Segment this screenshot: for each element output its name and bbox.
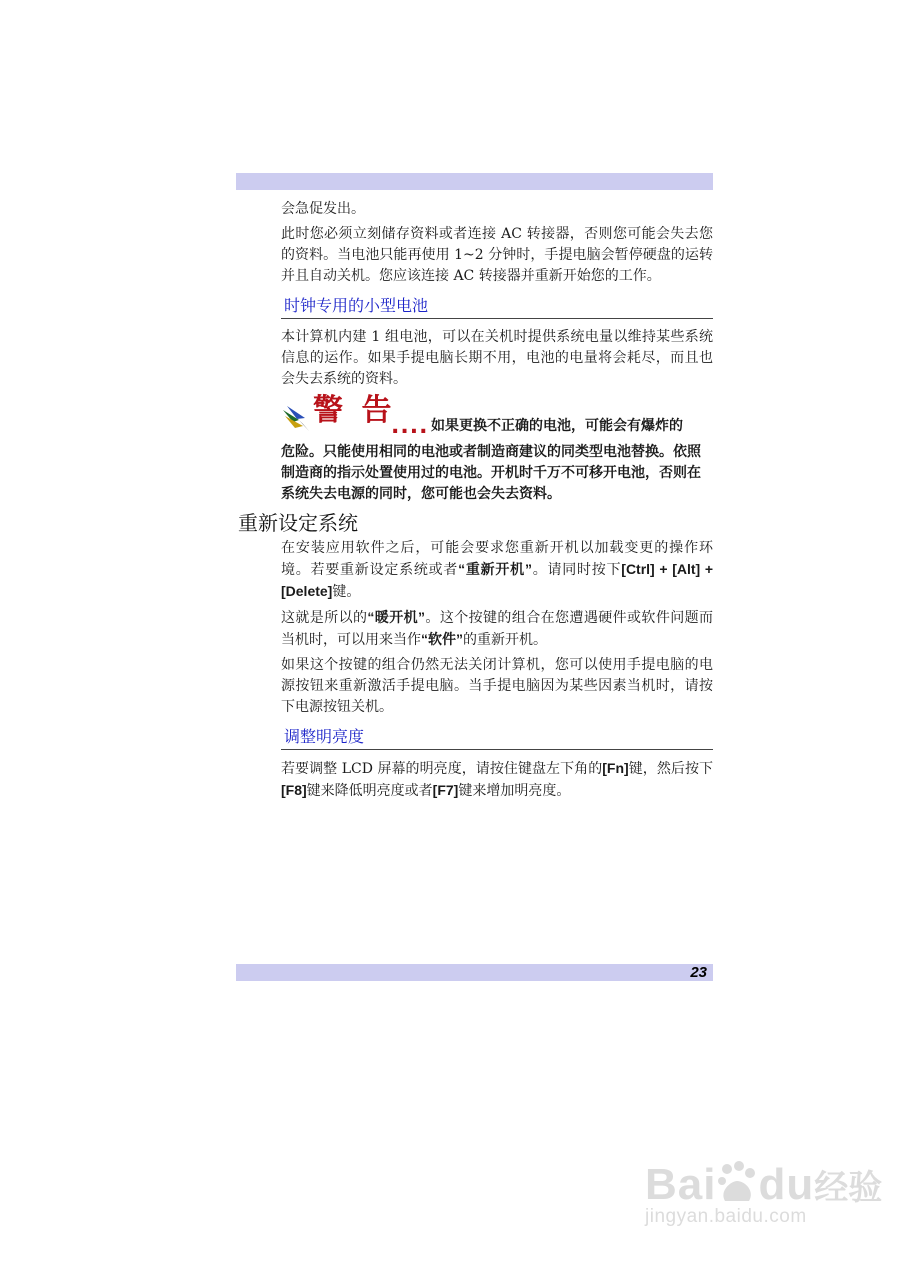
header-band	[236, 173, 713, 190]
paw-icon	[717, 1161, 757, 1205]
warning-label: 警 告	[313, 393, 396, 428]
baidu-watermark	[645, 1160, 882, 1228]
reset-content	[281, 538, 713, 806]
warning-arrows-icon	[281, 404, 311, 434]
watermark-logo-2: du	[758, 1160, 815, 1209]
watermark-cn: 经验	[814, 1168, 883, 1208]
clock-battery-heading: 时钟专用的小型电池	[281, 295, 713, 319]
page-number: 23	[690, 964, 707, 981]
warning-box	[281, 393, 713, 505]
reset-paragraph-3: 如果这个按键的组合仍然无法关闭计算机，您可以使用手提电脑的电源按钮来重新激活手提电脑。当手提电脑因为某些因素当机时，请按下电源按钮关机。	[281, 657, 713, 715]
intro-paragraph-2: 此时您必须立刻储存资料或者连接 AC 转接器，否则您可能会失去您的资料。当电池只能再使用 1~2 分钟时，手提电脑会暂停硬盘的运转并且自动关机。您应该连接 AC 转接器并重新开始您的工作。	[281, 226, 713, 284]
intro-paragraph-1: 会急促发出。	[281, 201, 365, 217]
warning-text-first: 如果更换不正确的电池，可能会有爆炸的	[431, 418, 683, 434]
reset-paragraph-1: 在安装应用软件之后，可能会要求您重新开机以加载变更的操作环境。若要重新设定系统或者“重新开机”。请同时按下[Ctrl] + [Alt] + [Delete]键。	[281, 540, 714, 600]
reset-paragraph-2: 这就是所以的“暖开机”。这个按键的组合在您遭遇硬件或软件问题而当机时，可以用来当作“软件”的重新开机。	[281, 609, 714, 648]
warning-text-rest: 危险。只能使用相同的电池或者制造商建议的同类型电池替换。依照制造商的指示处置使用过的电池。开机时千万不可移开电池，否则在系统失去电源的同时，您可能也会失去资料。	[281, 444, 701, 502]
footer-band	[236, 964, 713, 981]
warning-dots: ....	[391, 414, 429, 439]
reset-heading: 重新设定系统	[238, 511, 358, 535]
brightness-heading: 调整明亮度	[281, 726, 713, 750]
clock-battery-paragraph: 本计算机内建 1 组电池，可以在关机时提供系统电量以维持某些系统信息的运作。如果手提电脑长期不用，电池的电量将会耗尽，而且也会失去系统的资料。	[281, 329, 713, 387]
watermark-logo: Bai	[645, 1160, 717, 1209]
brightness-paragraph: 若要调整 LCD 屏幕的明亮度，请按住键盘左下角的[Fn]键，然后按下[F8]键来降低明亮度或者[F7]键来增加明亮度。	[281, 760, 713, 799]
watermark-url: jingyan.baidu.com	[645, 1206, 807, 1227]
page-content	[281, 199, 713, 505]
